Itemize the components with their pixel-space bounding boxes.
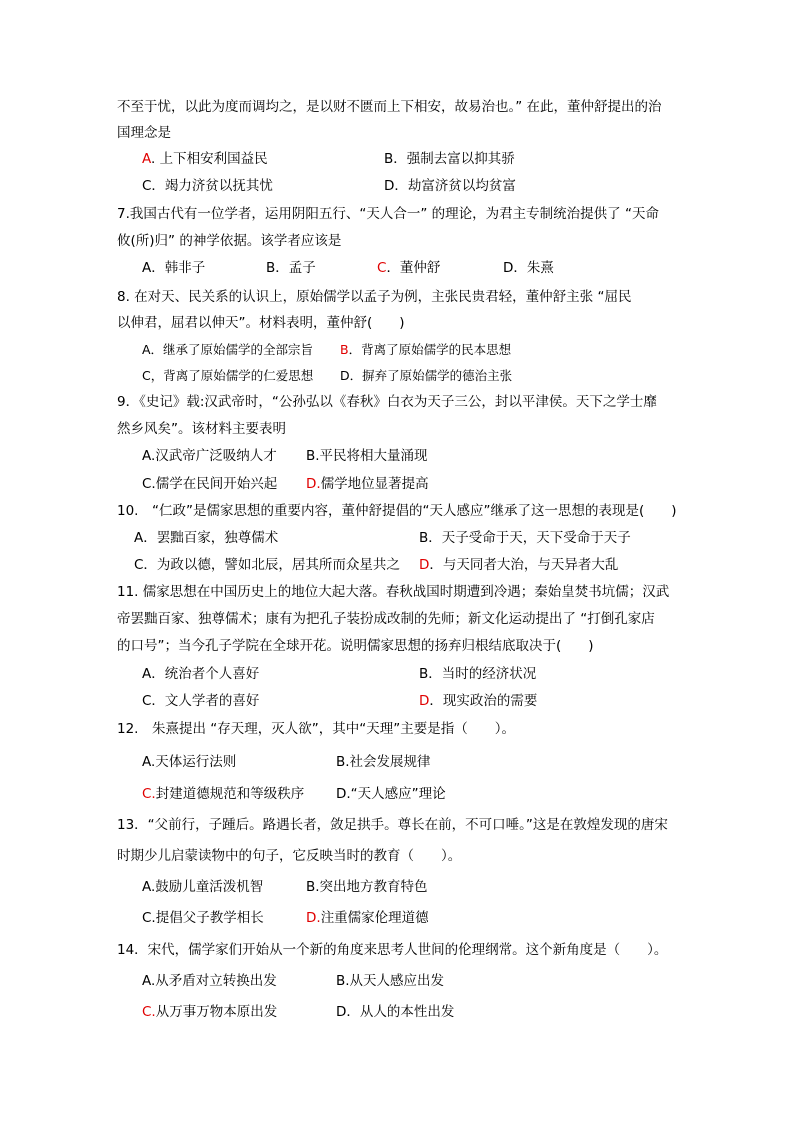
q6-stem-line1: 不至于忧，以此为度而调均之，是以财不匮而上下相安，故易治也。” 在此，董仲舒提出的治 — [117, 99, 662, 115]
q14-option-a: A.从矛盾对立转换出发 — [142, 973, 277, 989]
q6-option-b: B．强制去富以抑其骄 — [384, 151, 515, 167]
q10-option-c: C．为政以德，譬如北辰，居其所而众星共之 — [134, 557, 400, 573]
q13-stem-line2: 时期少儿启蒙读物中的句子，它反映当时的教育（ ）。 — [117, 848, 462, 864]
q12-option-b: B.社会发展规律 — [336, 754, 431, 770]
q7-option-d: D．朱熹 — [503, 260, 554, 276]
q9-answer-mark: D. — [306, 476, 321, 492]
q11-option-d — [419, 692, 537, 710]
q10-answer-mark: D — [419, 557, 430, 573]
q13-option-a: A.鼓励儿童活泼机智 — [142, 879, 264, 895]
q8-stem-line2: 以伸君，屈君以伸天”。材料表明，董仲舒( ) — [117, 315, 405, 331]
q8-option-d: D．摒弃了原始儒学的德治主张 — [340, 368, 513, 383]
q8-option-b-text: ．背离了原始儒学的民本思想 — [348, 342, 512, 357]
q12-option-d: D.“天人感应”理论 — [336, 786, 446, 802]
q7-option-c-text: ．董仲舒 — [386, 260, 441, 276]
q10-stem: 10. “仁政”是儒家思想的重要内容，董仲舒提倡的“天人感应”继承了这一思想的表现是( ) — [117, 503, 677, 519]
q14-stem: 14．宋代，儒学家们开始从一个新的角度来思考人世间的伦理纲常。这个新角度是（ ）。 — [117, 942, 668, 958]
q6-option-c: C．竭力济贫以抚其忧 — [142, 178, 273, 194]
q11-stem-line3: 的口号”；当今孔子学院在全球开花。说明儒家思想的扬弃归根结底取决于( ) — [117, 638, 594, 654]
q12-option-c-text: 封建道德规范和等级秩序 — [155, 786, 305, 802]
q12-stem: 12. 朱熹提出 “存天理，灭人欲”，其中“天理”主要是指（ ）。 — [117, 721, 515, 737]
q7-option-c — [377, 259, 440, 277]
q9-option-d — [306, 475, 429, 493]
q9-stem-line2: 然乡风矣”。该材料主要表明 — [117, 421, 286, 437]
q12-answer-mark: C. — [142, 786, 156, 802]
q7-answer-mark: C — [377, 260, 387, 276]
q13-answer-mark: D. — [306, 910, 321, 926]
q11-answer-mark: D — [419, 693, 430, 709]
q13-stem-line1: 13．“父前行，子踵后。路遇长者，敛足拱手。尊长在前，不可口唾。”这是在敦煌发现的唐宋 — [117, 817, 668, 833]
q6-option-a — [142, 150, 268, 168]
q10-option-b: B．天子受命于天，天下受命于天子 — [419, 530, 631, 546]
q11-option-b: B．当时的经济状况 — [419, 666, 537, 682]
q9-option-b: B.平民将相大量涌现 — [306, 448, 428, 464]
q6-stem-line2: 国理念是 — [117, 125, 171, 141]
q9-stem-line1: 9．《史记》载:汉武帝时，“公孙弘以《春秋》白衣为天子三公，封以平津侯。天下之学士靡 — [117, 394, 657, 410]
q9-option-c: C.儒学在民间开始兴起 — [142, 476, 278, 492]
q6-answer-mark: A — [142, 151, 151, 167]
q12-option-a: A.天体运行法则 — [142, 754, 237, 770]
q13-option-d-text: 注重儒家伦理道德 — [320, 910, 429, 926]
q7-stem-line1: 7.我国古代有一位学者，运用阴阳五行、“天人合一” 的理论，为君主专制统治提供了 “天命 — [117, 206, 659, 222]
q7-option-a: A．韩非子 — [142, 260, 206, 276]
q13-option-d — [306, 909, 429, 927]
q14-option-c — [142, 1003, 277, 1021]
q14-answer-mark: C. — [142, 1004, 156, 1020]
q8-stem-line1: 8. 在对天、民关系的认识上，原始儒学以孟子为例，主张民贵君轻，董仲舒主张 “屈民 — [117, 289, 632, 305]
q8-option-a: A．继承了原始儒学的全部宗旨 — [142, 342, 314, 357]
q9-option-d-text: 儒学地位显著提高 — [320, 476, 429, 492]
q11-option-d-text: ．现实政治的需要 — [429, 693, 538, 709]
q8-option-b — [340, 341, 511, 359]
q6-option-a-text: . 上下相安利国益民 — [151, 151, 268, 167]
q10-option-d — [419, 556, 618, 574]
q11-stem-line1: 11. 儒家思想在中国历史上的地位大起大落。春秋战国时期遭到冷遇；秦始皇焚书坑儒；汉武 — [117, 584, 670, 600]
q14-option-d: D．从人的本性出发 — [336, 1004, 455, 1020]
q11-option-c: C．文人学者的喜好 — [142, 693, 260, 709]
q8-answer-mark: B — [340, 342, 349, 357]
q8-option-c: C，背离了原始儒学的仁爱思想 — [142, 368, 314, 383]
q12-option-c — [142, 785, 304, 803]
q7-option-b: B．孟子 — [266, 260, 316, 276]
q7-stem-line2: 攸(所)归” 的神学依据。该学者应该是 — [117, 233, 342, 249]
q9-option-a: A.汉武帝广泛吸纳人才 — [142, 448, 277, 464]
q13-option-c: C.提倡父子教学相长 — [142, 910, 264, 926]
q13-option-b: B.突出地方教育特色 — [306, 879, 428, 895]
q11-option-a: A．统治者个人喜好 — [142, 666, 260, 682]
q11-stem-line2: 帝罢黜百家、独尊儒术；康有为把孔子装扮成改制的先师；新文化运动提出了 “打倒孔家店 — [117, 611, 655, 627]
q14-option-c-text: 从万事万物本原出发 — [155, 1004, 278, 1020]
q10-option-a: A．罢黜百家，独尊儒术 — [134, 530, 279, 546]
q14-option-b: B.从天人感应出发 — [336, 973, 445, 989]
q6-option-d: D．劫富济贫以均贫富 — [384, 178, 516, 194]
q10-option-d-text: ．与天同者大治，与天异者大乱 — [429, 557, 619, 573]
